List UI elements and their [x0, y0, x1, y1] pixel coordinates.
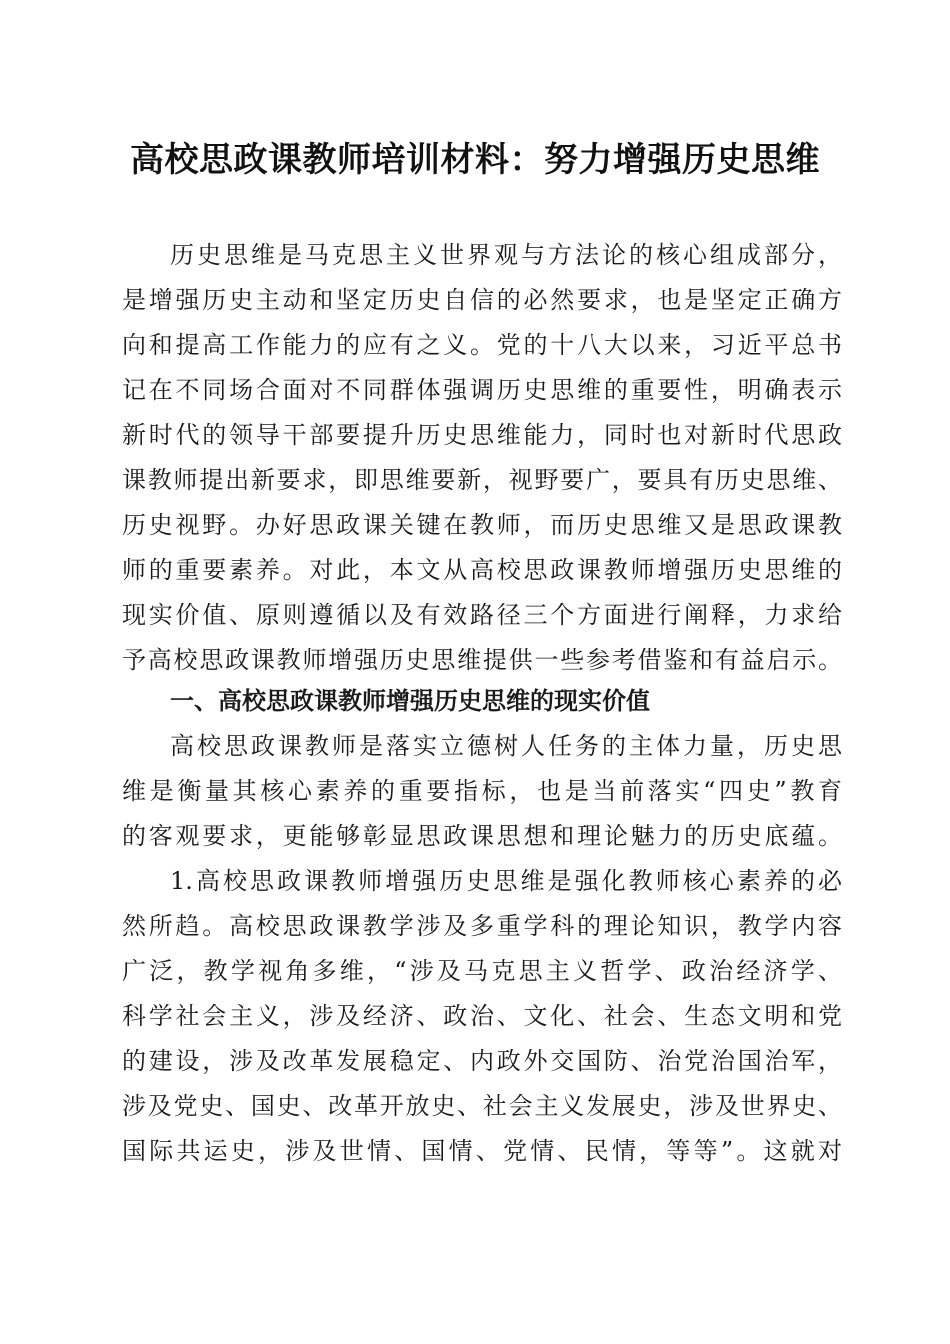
- paragraph-line: 广泛，教学视角多维，“涉及马克思主义哲学、政治经济学、: [122, 957, 842, 985]
- paragraph-line: 1.高校思政课教师增强历史思维是强化教师核心素养的必: [170, 867, 842, 895]
- paragraph-line: 历史视野。办好思政课关键在教师，而历史思维又是思政课教: [122, 511, 842, 539]
- paragraph-line: 科学社会主义，涉及经济、政治、文化、社会、生态文明和党: [122, 1002, 842, 1030]
- paragraph-line: 的建设，涉及改革发展稳定、内政外交国防、治党治国治军，: [122, 1047, 842, 1075]
- paragraph-line: 记在不同场合面对不同群体强调历史思维的重要性，明确表示: [122, 376, 842, 404]
- paragraph-line: 涉及党史、国史、改革开放史、社会主义发展史，涉及世界史、: [122, 1092, 842, 1120]
- paragraph-line: 高校思政课教师是落实立德树人任务的主体力量，历史思: [170, 732, 842, 760]
- paragraph-line: 向和提高工作能力的应有之义。党的十八大以来，习近平总书: [122, 331, 842, 359]
- paragraph-line: 予高校思政课教师增强历史思维提供一些参考借鉴和有益启示。: [122, 646, 842, 674]
- paragraph-line: 师的重要素养。对此，本文从高校思政课教师增强历史思维的: [122, 556, 842, 584]
- paragraph-line: 历史思维是马克思主义世界观与方法论的核心组成部分，: [170, 241, 842, 269]
- document-title: 高校思政课教师培训材料：努力增强历史思维: [130, 140, 820, 180]
- paragraph-line: 课教师提出新要求，即思维要新，视野要广，要具有历史思维、: [122, 466, 842, 494]
- paragraph-line: 的客观要求，更能够彰显思政课思想和理论魅力的历史底蕴。: [122, 822, 842, 850]
- paragraph-line: 现实价值、原则遵循以及有效路径三个方面进行阐释，力求给: [122, 601, 842, 629]
- paragraph-line: 然所趋。高校思政课教学涉及多重学科的理论知识，教学内容: [122, 912, 842, 940]
- paragraph-line: 国际共运史，涉及世情、国情、党情、民情，等等”。这就对: [122, 1137, 842, 1165]
- paragraph-line: 新时代的领导干部要提升历史思维能力，同时也对新时代思政: [122, 421, 842, 449]
- section-heading: 一、高校思政课教师增强历史思维的现实价值: [170, 687, 650, 715]
- paragraph-line: 是增强历史主动和坚定历史自信的必然要求，也是坚定正确方: [122, 286, 842, 314]
- paragraph-line: 维是衡量其核心素养的重要指标，也是当前落实“四史”教育: [122, 777, 842, 805]
